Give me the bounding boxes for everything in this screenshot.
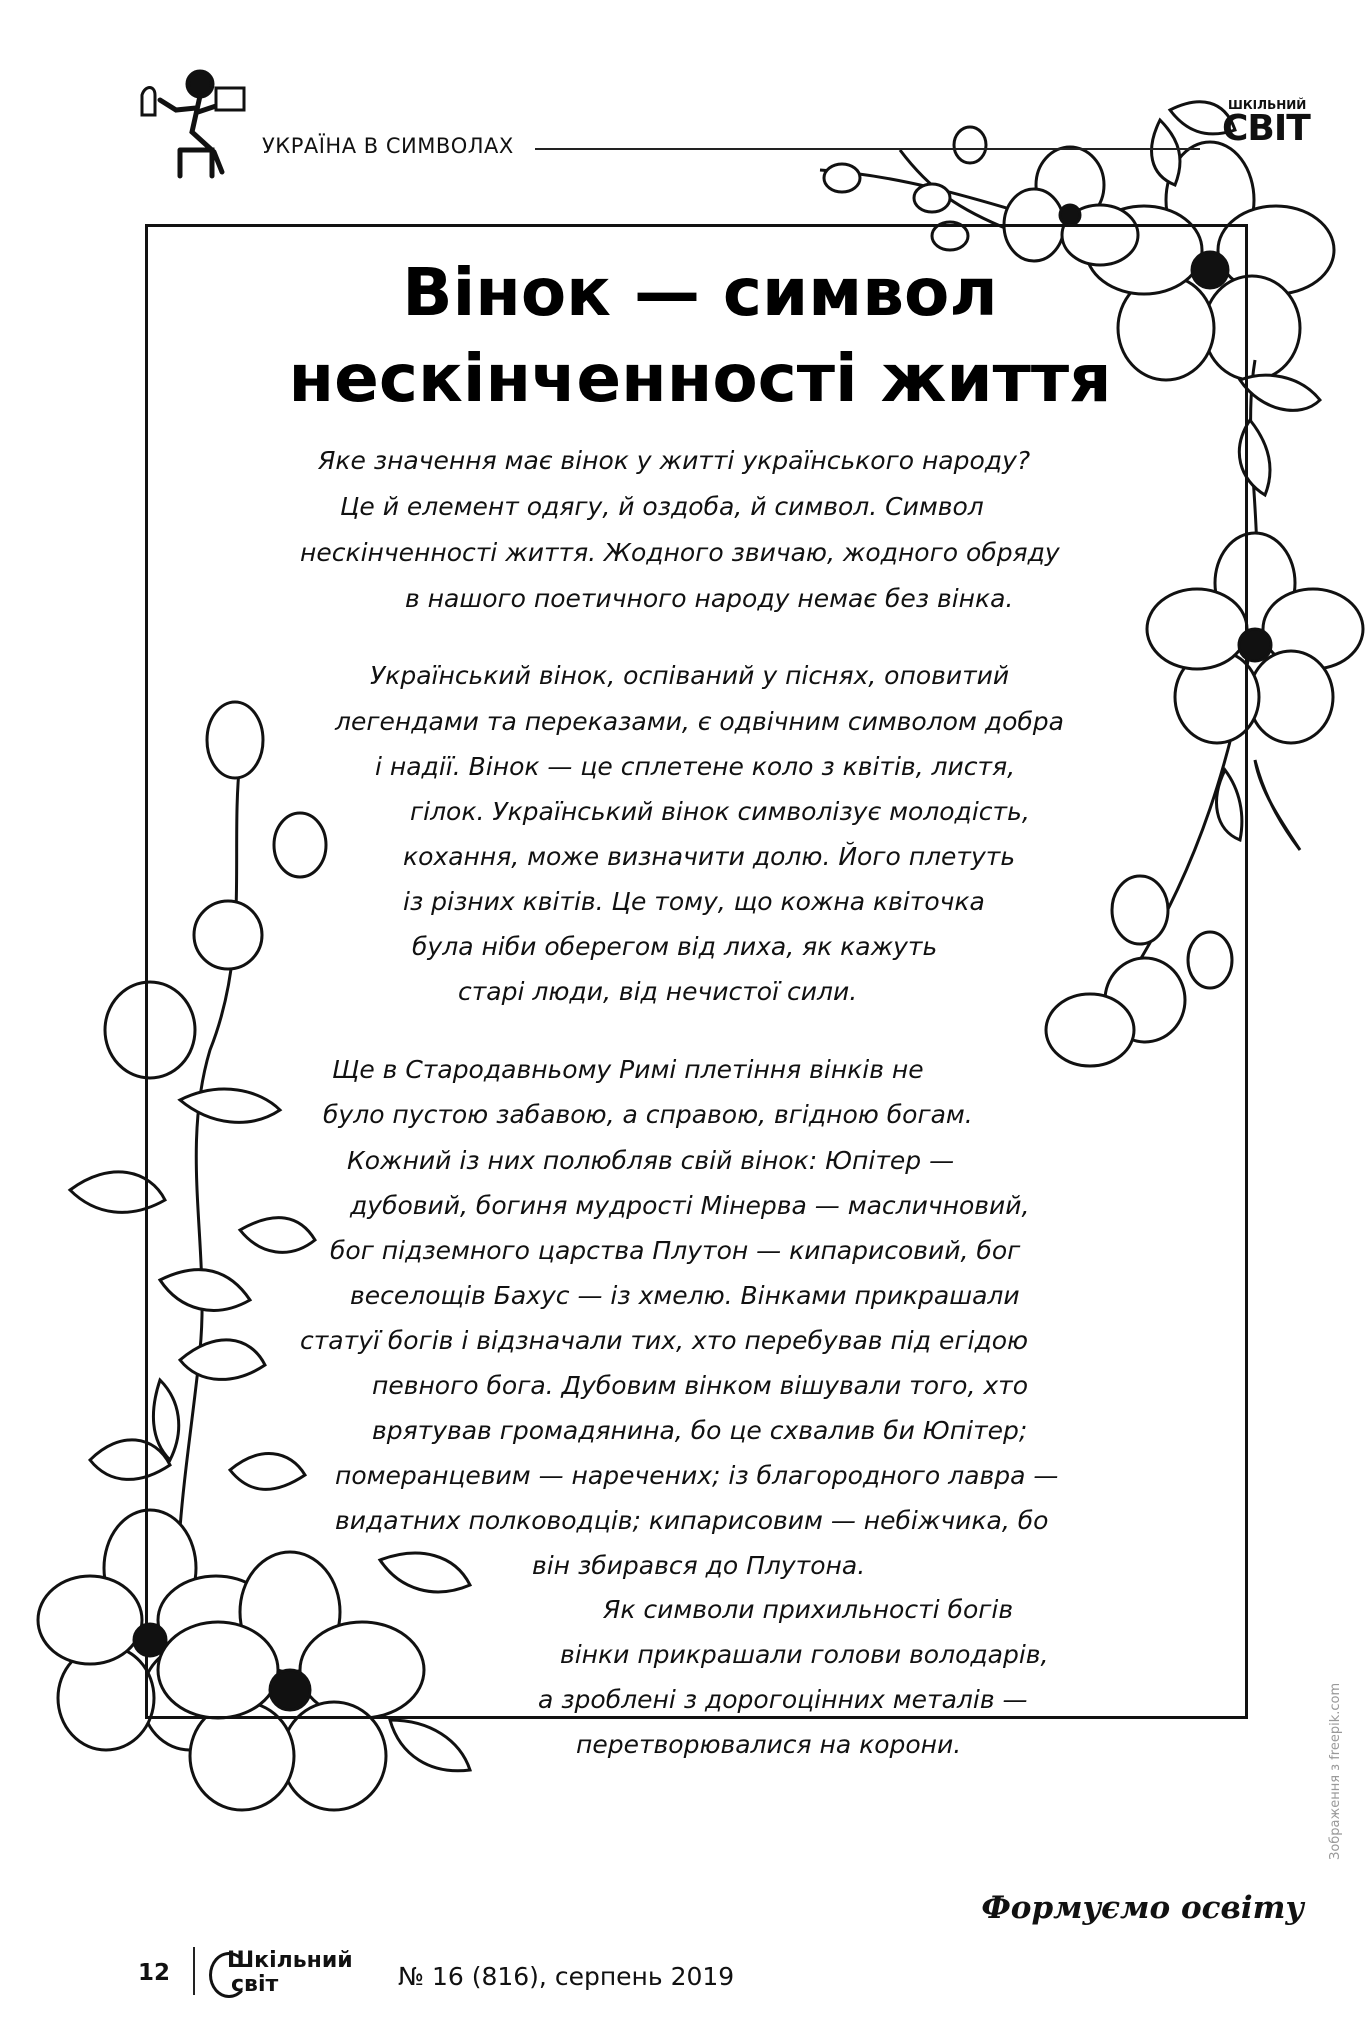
text-line: старі люди, від нечистої сили. xyxy=(458,977,858,1006)
text-line: а зроблені з дорогоцінних металів — xyxy=(538,1685,1028,1714)
brand-big-text: СВІТ xyxy=(1222,108,1310,149)
text-line: видатних полководців; кипарисовим — небіжчика, бо xyxy=(335,1506,1049,1535)
footer-brand-line1: Шкільний xyxy=(227,1948,353,1973)
brand-logo xyxy=(1208,98,1308,156)
footer-slogan: Формуємо освіту xyxy=(981,1890,1304,1926)
page-number: 12 xyxy=(138,1960,171,1986)
text-line: померанцевим — наречених; із благородного лавра — xyxy=(335,1461,1059,1490)
footer-brand-logo xyxy=(205,1948,385,2004)
text-line: веселощів Бахус — із хмелю. Вінками прикрашали xyxy=(350,1281,1020,1310)
text-line: дубовий, богиня мудрості Мінерва — масличновий, xyxy=(350,1191,1030,1220)
text-line: кохання, може визначити долю. Його плетуть xyxy=(403,842,1016,871)
footer-brand-line2: світ xyxy=(231,1972,279,1997)
text-line: Ще в Стародавньому Римі плетіння вінків не xyxy=(332,1055,924,1084)
text-line: бог підземного царства Плутон — кипарисовий, бог xyxy=(330,1236,1021,1265)
text-line: певного бога. Дубовим вінком вішували того, хто xyxy=(372,1371,1029,1400)
text-line: була ніби оберегом від лиха, як кажуть xyxy=(412,932,938,961)
text-line: перетворювалися на корони. xyxy=(576,1730,962,1759)
image-credit-text: Зображення з freepik.com xyxy=(1328,1682,1343,1860)
brand-small-text: ШКІЛЬНИЙ xyxy=(1228,98,1307,112)
text-line: вінки прикрашали голови володарів, xyxy=(560,1640,1049,1669)
reading-person-icon xyxy=(142,72,244,176)
header-divider xyxy=(535,148,1200,150)
text-line: нескінченності життя. Жодного звичаю, жодного обряду xyxy=(300,538,1060,567)
title-line-2: нескінченності життя xyxy=(288,340,1112,417)
section-label: УКРАЇНА В СИМВОЛАХ xyxy=(262,134,514,158)
text-line: Кожний із них полюбляв свій вінок: Юпітер — xyxy=(347,1146,955,1175)
text-line: було пустою забавою, а справою, вгідною богам. xyxy=(323,1100,973,1129)
text-line: із різних квітів. Це тому, що кожна квіточка xyxy=(403,887,985,916)
text-line: статуї богів і відзначали тих, хто перебував під егідою xyxy=(300,1326,1029,1355)
text-line: і надії. Вінок — це сплетене коло з квітів, листя, xyxy=(375,752,1016,781)
title-line-1: Вінок — символ xyxy=(402,254,998,331)
text-line: легендами та переказами, є одвічним символом добра xyxy=(335,707,1064,736)
text-line: Як символи прихильності богів xyxy=(603,1595,1014,1624)
text-line: Яке значення має вінок у житті українського народу? xyxy=(318,446,1031,475)
text-line: Це й елемент одягу, й оздоба, й символ. Символ xyxy=(340,492,984,521)
issue-info: № 16 (816), серпень 2019 xyxy=(398,1962,735,1991)
text-line: він збирався до Плутона. xyxy=(532,1551,866,1580)
footer-divider xyxy=(193,1947,195,1995)
text-line: врятував громадянина, бо це схвалив би Юпітер; xyxy=(372,1416,1028,1445)
image-credit xyxy=(1328,1560,1348,1860)
article-title xyxy=(180,250,1220,422)
text-line: в нашого поетичного народу немає без вінка. xyxy=(405,584,1014,613)
text-line: гілок. Український вінок символізує молодість, xyxy=(410,797,1030,826)
text-line: Український вінок, оспіваний у піснях, оповитий xyxy=(370,661,1010,690)
